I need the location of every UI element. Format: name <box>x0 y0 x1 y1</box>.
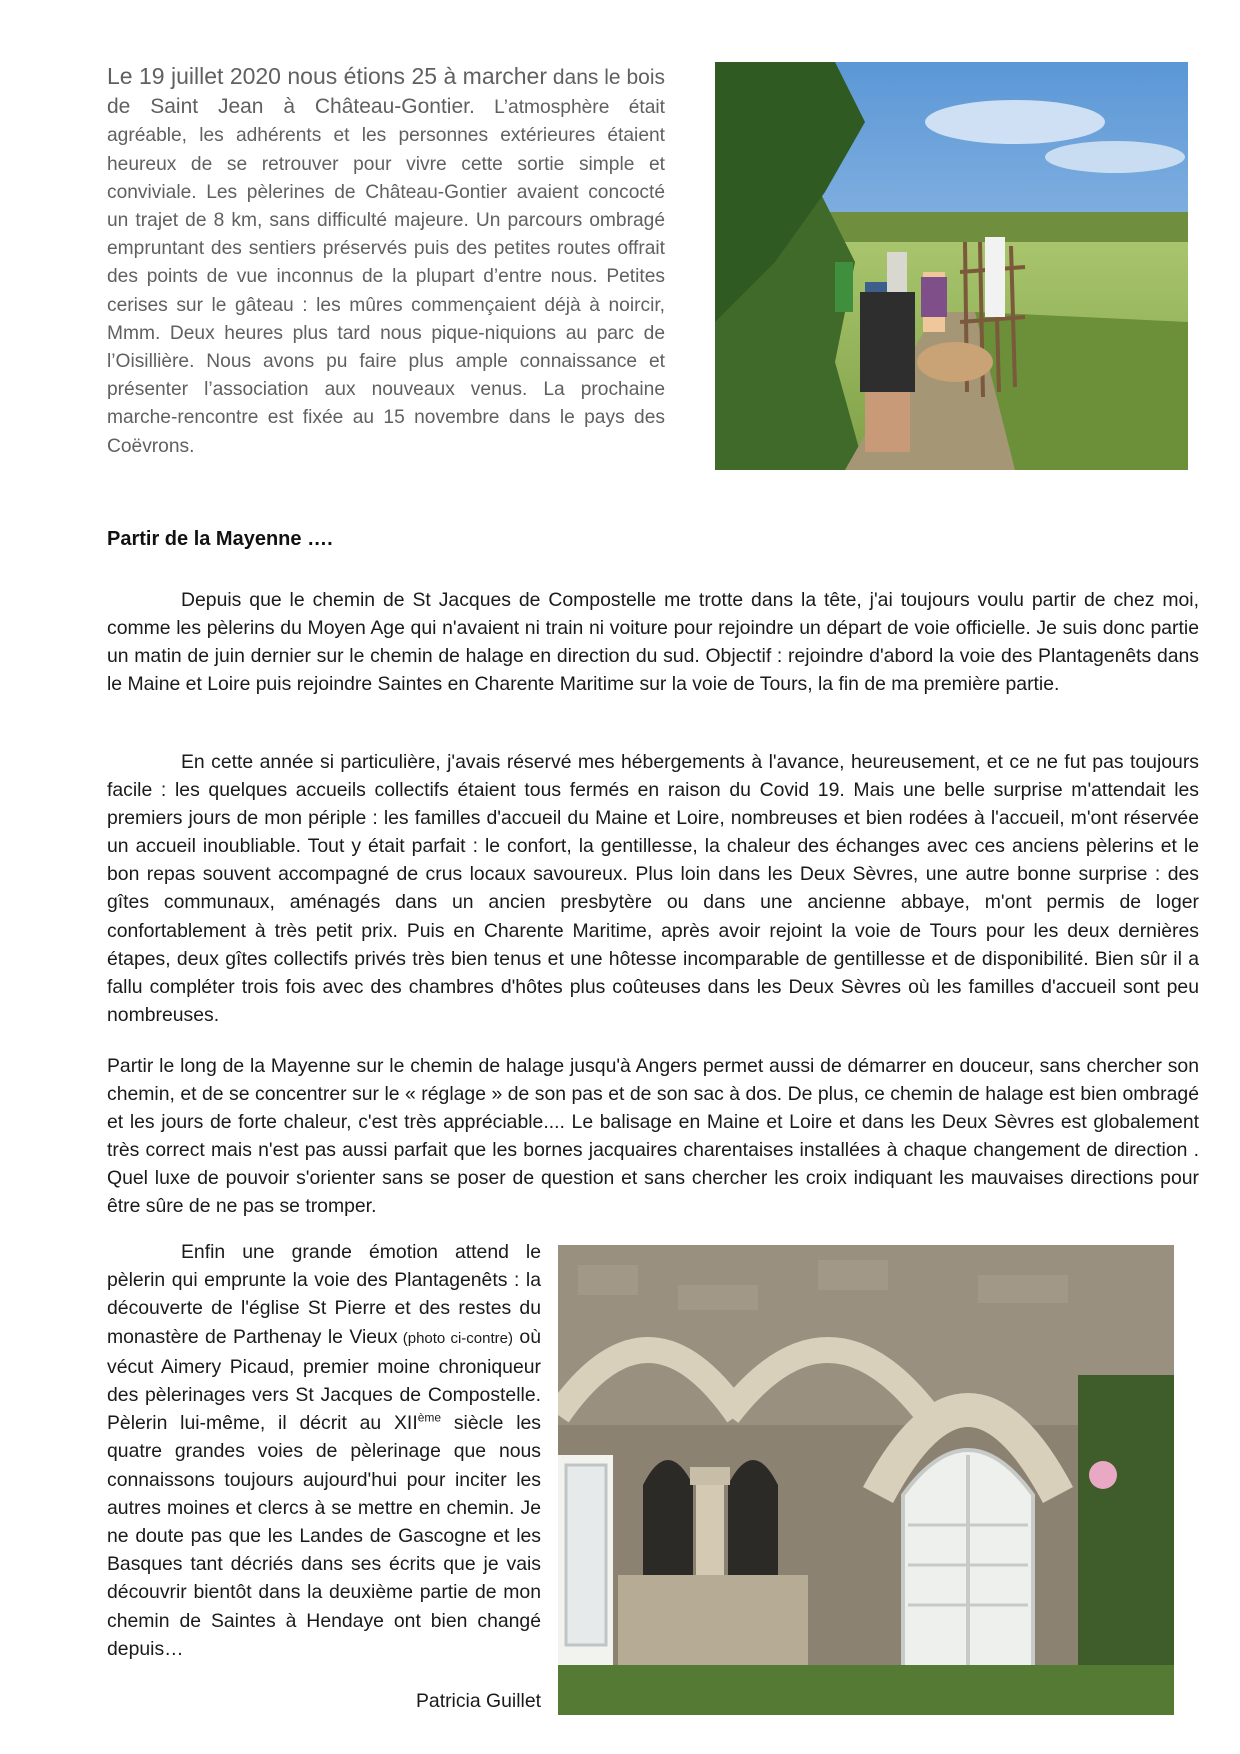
photo-note: (photo ci-contre) <box>397 1329 513 1347</box>
century-superscript: ème <box>417 1410 442 1425</box>
hikers-photo <box>715 62 1188 470</box>
author-signature: Patricia Guillet <box>415 1690 541 1712</box>
p4-text-c: siècle les quatre grandes voies de pèlerinage que nous connaissons toujours aujourd'hui pour inciter les autres moines et clercs à se mettre en chemin. Je ne doute pas que les Landes de Gascogne et les Basques tant décriés dans ses écrits que je vais découvrir bientôt dans la deuxième partie de mon chemin de Saintes à Hendaye ont bien changé depuis… <box>107 1412 541 1660</box>
article-paragraph-2: En cette année si particulière, j'avais réservé mes hébergements à l'avance, heureusement, et ce ne fut pas toujours facile : les quelques accueils collectifs étaient tous fermés en raison du Covid 19. Mais une belle surprise m'attendait les premiers jours de mon périple : les familles d'accueil du Maine et Loire, nombreuses et bien rodées à l'accueil, m'ont réservée un accueil inoubliable. Tout y était parfait : le confort, la gentillesse, la chaleur des échanges avec ces anciens pèlerins et le bon repas souvent accompagné de crus locaux savoureux. Plus loin dans les Deux Sèvres, une autre bonne surprise : des gîtes communaux, aménagés dans un ancien presbytère ou dans une ancienne abbaye, m'ont permis de loger confortablement à très petit prix. Puis en Charente Maritime, après avoir rejoint la voie de Tours pour les deux dernières étapes, deux gîtes collectifs privés très bien tenus et une hôtesse incomparable de gentillesse et de disponibilité. Bien sûr il a fallu compléter trois fois avec des chambres d'hôtes plus coûteuses dans les Deux Sèvres où les familles d'accueil sont peu nombreuses. <box>107 751 1199 1026</box>
p4-text-a: Enfin une grande émotion attend le pèlerin qui emprunte la voie des Plantagenêts : la découverte de l'église St Pierre et des restes du monastère de Parthenay le Vieux <box>107 1241 541 1348</box>
article-paragraph-4 <box>107 1238 541 1663</box>
abbey-arches-photo <box>558 1245 1174 1715</box>
article-paragraph-3: Partir le long de la Mayenne sur le chemin de halage jusqu'à Angers permet aussi de démarrer en douceur, sans chercher son chemin, et de se concentrer sur le « réglage » de son pas et de son sac à dos. De plus, ce chemin de halage est bien ombragé et les jours de forte chaleur, c'est très appréciable.... Le balisage en Maine et Loire et dans les Deux Sèvres est globalement très correct mais n'est pas aussi parfait que les bornes jacquaires charentaises installées à chaque changement de direction . Quel luxe de pouvoir s'orienter sans se poser de question et sans chercher les croix indiquant les mauvaises directions pour être sûre de ne pas se tromper. <box>107 1055 1199 1218</box>
intro-paragraph <box>107 62 665 461</box>
intro-rest: L’atmosphère était agréable, les adhérents et les personnes extérieures étaient heureux de se retrouver pour vivre cette sortie simple et conviviale. Les pèlerines de Château-Gontier avaient concocté un trajet de 8 km, sans difficulté majeure. Un parcours ombragé empruntant des sentiers préservés puis des petites routes offrait des points de vue inconnus de la plupart d’entre nous. Petites cerises sur le gâteau : les mûres commençaient déjà à noircir, Mmm. Deux heures plus tard nous pique-niquions au parc de l’Oisillière. Nous avons pu faire plus ample connaissance et présenter l’association aux nouveaux venus. La prochaine marche-rencontre est fixée au 15 novembre dans le pays des Coëvrons. <box>107 97 665 457</box>
intro-mid: dans le bois de Saint Jean à Château-Gontier. <box>107 66 665 119</box>
intro-lead: Le 19 juillet 2020 nous étions 25 à marcher <box>107 63 548 89</box>
article-heading: Partir de la Mayenne …. <box>107 528 333 550</box>
article-paragraph-1: Depuis que le chemin de St Jacques de Compostelle me trotte dans la tête, j'ai toujours voulu partir de chez moi, comme les pèlerins du Moyen Age qui n'avaient ni train ni voiture pour rejoindre un départ de voie officielle. Je suis donc partie un matin de juin dernier sur le chemin de halage en direction du sud. Objectif : rejoindre d'abord la voie des Plantagenêts dans le Maine et Loire puis rejoindre Saintes en Charente Maritime sur la voie de Tours, la fin de ma première partie. <box>107 589 1199 696</box>
p4-text-b: où vécut Aimery Picaud, premier moine chroniqueur des pèlerinages vers St Jacques de Compostelle. Pèlerin lui-même, il décrit au XII <box>107 1325 541 1435</box>
